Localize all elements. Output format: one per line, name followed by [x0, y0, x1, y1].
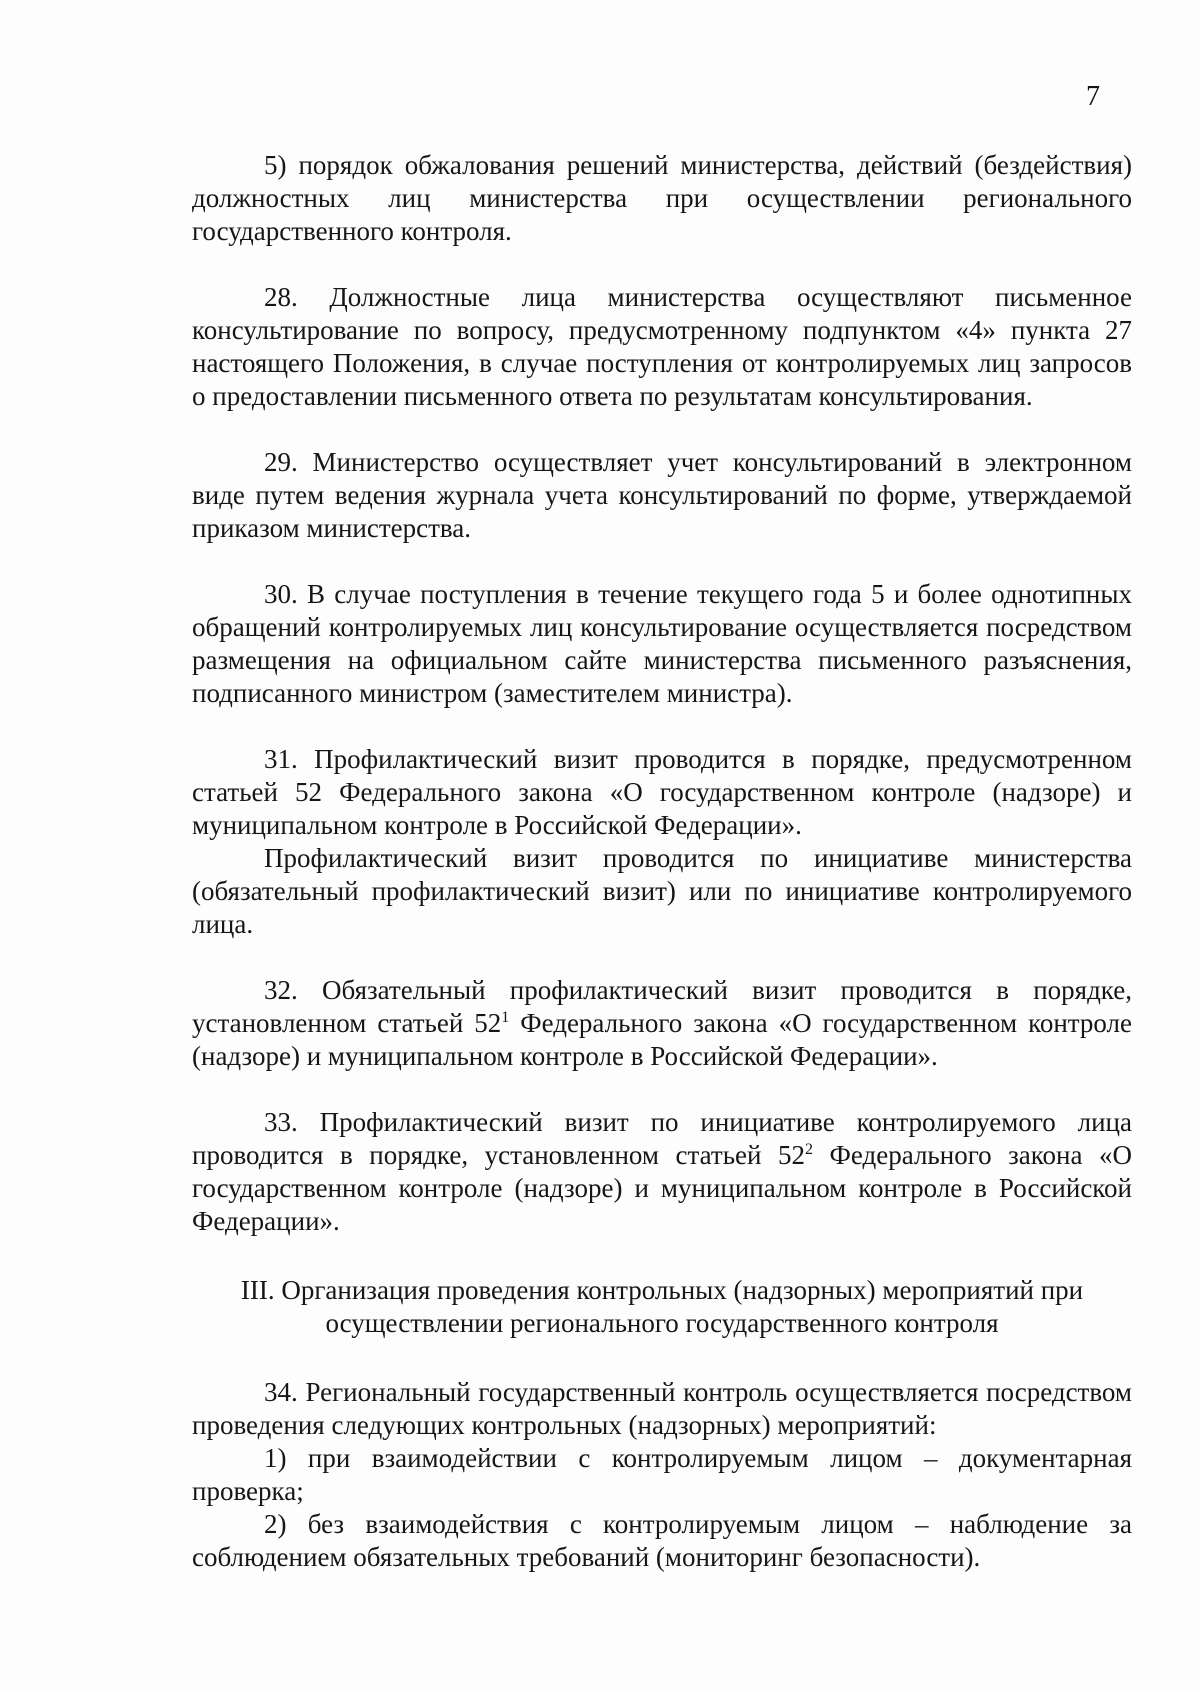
paragraph-32-text-start: 32. Обязательный профилактический визит проводится в порядке, установленном статьей 52 [192, 975, 1132, 1038]
paragraph-30-website-clarification: 30. В случае поступления в течение текущего года 5 и более однотипных обращений контролируемых лиц консультирование осуществляется посредством размещения на официальном сайте министерства письменного разъяснения, подписанного министром (заместителем министра). [192, 579, 1132, 708]
paragraph-33-superscript: 2 [805, 1141, 814, 1158]
page-number: 7 [1086, 81, 1100, 112]
paragraph-32-text-end: Федерального закона «О государственном контроле (надзоре) и муниципальном контроле в Российской Федерации». [192, 1008, 1132, 1071]
section-heading-line-2: осуществлении регионального государственного контроля [325, 1308, 999, 1338]
paragraph-34-item-1-documentary-check: 1) при взаимодействии с контролируемым лицом – документарная проверка; [192, 1443, 1132, 1506]
paragraph-34-item-2-monitoring: 2) без взаимодействия с контролируемым лицом – наблюдение за соблюдением обязательных требований (мониторинг безопасности). [192, 1509, 1132, 1572]
paragraph-28-written-consulting: 28. Должностные лица министерства осуществляют письменное консультирование по вопросу, предусмотренному подпунктом «4» пункта 27 настоящего Положения, в случае поступления от контролируемых лиц запросов о предоставлении письменного ответа по результатам консультирования. [192, 282, 1132, 411]
paragraph-32-mandatory-visit [192, 974, 1132, 1073]
section-heading-line-1: III. Организация проведения контрольных (надзорных) мероприятий при [240, 1275, 1084, 1305]
paragraph-31-preventive-visit: 31. Профилактический визит проводится в порядке, предусмотренном статьей 52 Федерального закона «О государственном контроле (надзоре) и муниципальном контроле в Российской Федерации». [192, 744, 1132, 840]
document-body [192, 149, 1132, 1574]
paragraph-item-5-appeal-procedure: 5) порядок обжалования решений министерства, действий (бездействия) должностных лиц министерства при осуществлении регионального государственного контроля. [192, 150, 1132, 246]
paragraph-33-text-start: 33. Профилактический визит по инициативе контролируемого лица проводится в порядке, установленном статьей 52 [192, 1107, 1132, 1170]
paragraph-29-consulting-records: 29. Министерство осуществляет учет консультирований в электронном виде путем ведения журнала учета консультирований по форме, утверждаемой приказом министерства. [192, 447, 1132, 543]
paragraph-33-text-end: Федерального закона «О государственном контроле (надзоре) и муниципальном контроле в Российской Федерации». [192, 1140, 1133, 1236]
paragraph-33-initiative-visit [192, 1106, 1132, 1238]
section-heading [192, 1274, 1132, 1340]
paragraph-31-visit-initiative: Профилактический визит проводится по инициативе министерства (обязательный профилактический визит) или по инициативе контролируемого лица. [192, 843, 1132, 939]
paragraph-32-superscript: 1 [501, 1009, 510, 1026]
paragraph-34-control-measures: 34. Региональный государственный контроль осуществляется посредством проведения следующих контрольных (надзорных) мероприятий: [192, 1377, 1132, 1440]
